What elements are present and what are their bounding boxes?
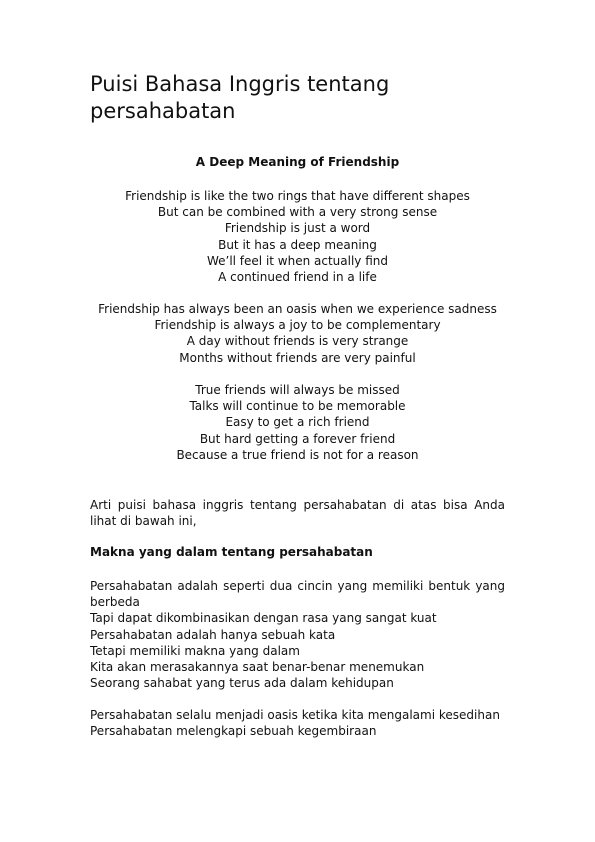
translation-line: Tetapi memiliki makna yang dalam: [90, 643, 300, 658]
translation-line: Persahabatan melengkapi sebuah kegembiraan: [90, 724, 377, 739]
poem-line: But it has a deep meaning: [218, 237, 377, 252]
poem-line: We’ll feel it when actually find: [206, 253, 389, 268]
translation-heading: Makna yang dalam tentang persahabatan: [90, 545, 373, 559]
poem-line: Friendship is like the two rings that have different shapes: [125, 189, 470, 203]
translation-stanza-1: [90, 578, 505, 691]
poem-line: Because a true friend is not for a reason: [176, 447, 419, 462]
poem-line: Friendship is always a joy to be complementary: [154, 318, 441, 333]
poem-line: But hard getting a forever friend: [199, 431, 396, 446]
poem-line: A continued friend in a life: [218, 270, 377, 285]
translation-line: Persahabatan adalah seperti dua cincin yang memiliki bentuk yang berbeda: [90, 579, 505, 610]
poem-title: A Deep Meaning of Friendship: [195, 155, 400, 169]
poem-line: Friendship has always been an oasis when we experience sadness: [98, 302, 497, 316]
poem-line: Talks will continue to be memorable: [189, 399, 406, 414]
page-title: Puisi Bahasa Inggris tentang persahabatan: [90, 72, 390, 123]
translation-stanza-2: [90, 707, 505, 739]
poem-stanza-3: [90, 382, 505, 463]
poem-stanza-1: [90, 188, 505, 285]
poem-line: Friendship is just a word: [224, 221, 371, 236]
translation-line: Seorang sahabat yang terus ada dalam kehidupan: [90, 676, 394, 691]
translation-line: Persahabatan adalah hanya sebuah kata: [90, 627, 336, 642]
poem-line: A day without friends is very strange: [186, 334, 409, 349]
poem-line: But can be combined with a very strong sense: [157, 205, 438, 220]
translation-line: Kita akan merasakannya saat benar-benar menemukan: [90, 660, 425, 675]
poem-stanza-2: [90, 301, 505, 366]
poem-line: True friends will always be missed: [195, 383, 400, 397]
translation-line: Persahabatan selalu menjadi oasis ketika kita mengalami kesedihan: [90, 708, 500, 722]
translation-line: Tapi dapat dikombinasikan dengan rasa yang sangat kuat: [90, 611, 437, 626]
poem-line: Months without friends are very painful: [179, 350, 416, 365]
poem-line: Easy to get a rich friend: [225, 415, 370, 430]
intro-paragraph: Arti puisi bahasa inggris tentang persahabatan di atas bisa Anda lihat di bawah ini,: [90, 498, 505, 529]
